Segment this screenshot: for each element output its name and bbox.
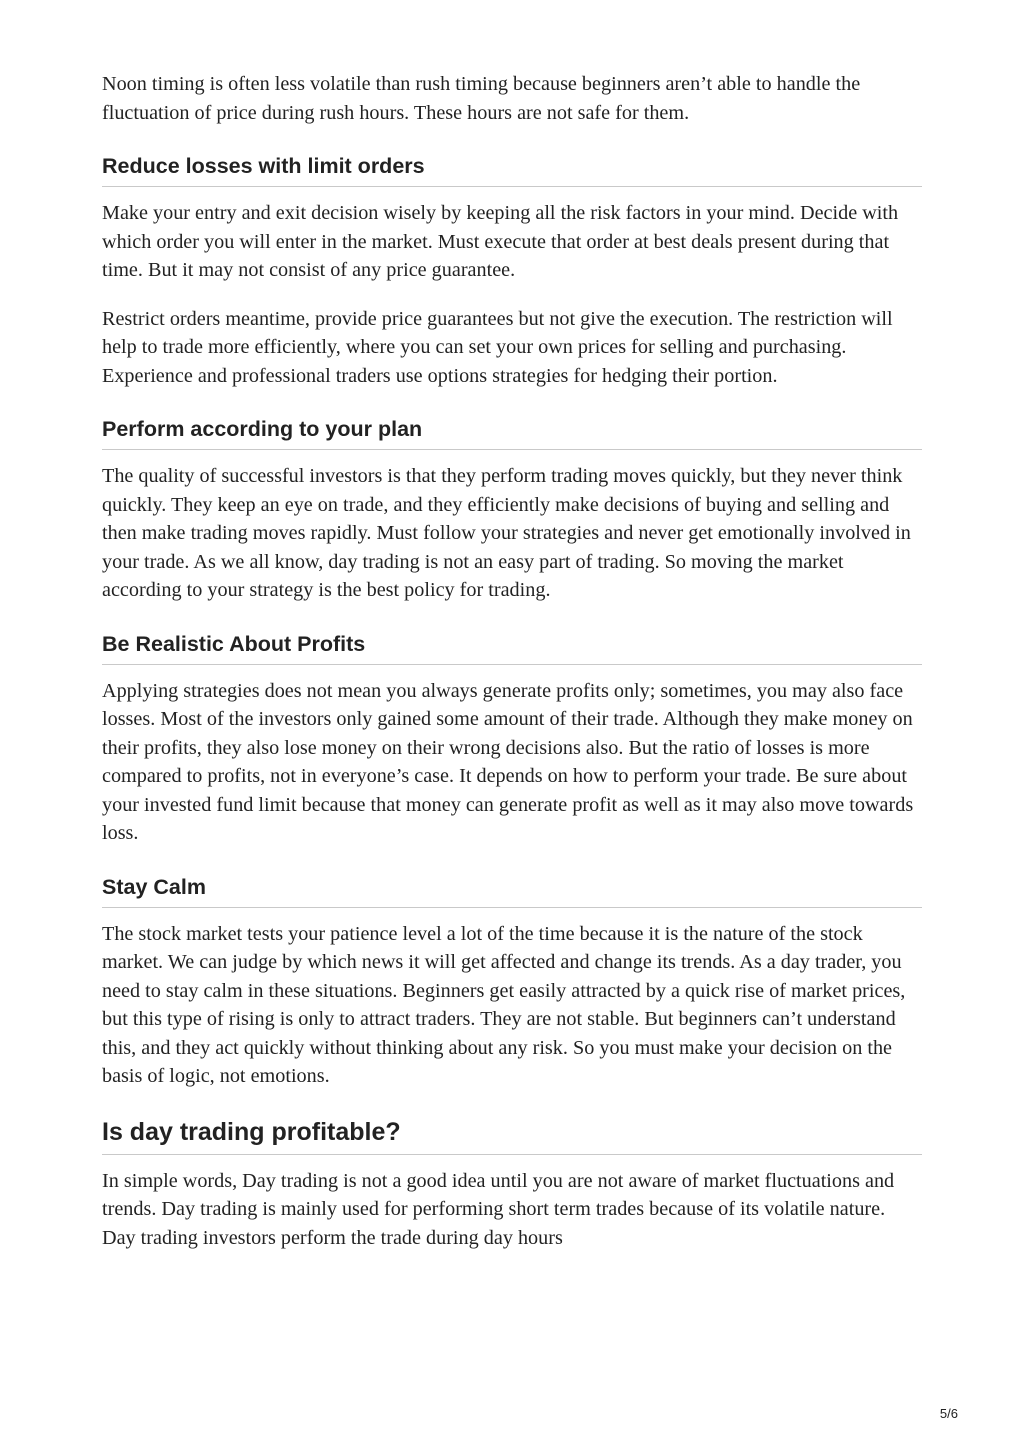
section-heading-day-trading-profitable: Is day trading profitable? — [102, 1115, 922, 1155]
section-paragraph: Make your entry and exit decision wisely by keeping all the risk factors in your mind. Decide with which order you will enter in the market. Must execute that order at best deals present during that time. But it may not consist of any price guarantee. — [102, 202, 899, 281]
section-paragraph: The stock market tests your patience level a lot of the time because it is the nature of the stock market. We can judge by which news it will get affected and change its trends. As a day trader, you need to stay calm in these situations. Beginners get easily attracted by a quick rise of market prices, but this type of rising is only to attract traders. They are not stable. But beginners can’t understand this, and they act quickly without thinking about any risk. So you must make your decision on the basis of logic, not emotions. — [102, 922, 906, 1087]
document-body — [102, 70, 922, 1272]
section-paragraph: Applying strategies does not mean you always generate profits only; sometimes, you may also face losses. Most of the investors only gained some amount of their trade. Although they make money on their profits, they also lose money on their wrong decisions also. But the ratio of losses is more compared to profits, not in everyone’s case. It depends on how to perform your trade. Be sure about your invested fund limit because that money can generate profit as well as it may also move towards loss. — [102, 679, 914, 844]
section-heading-limit-orders: Reduce losses with limit orders — [102, 151, 922, 187]
page-number: 5/6 — [939, 1406, 958, 1421]
section-heading-perform-plan: Perform according to your plan — [102, 414, 922, 450]
section-paragraph: In simple words, Day trading is not a good idea until you are not aware of market fluctuations and trends. Day trading is mainly used for performing short term trades because of its volatile nature. Day trading investors perform the trade during day hours — [102, 1169, 895, 1249]
section-heading-stay-calm: Stay Calm — [102, 872, 922, 908]
section-heading-realistic-profits: Be Realistic About Profits — [102, 629, 922, 665]
intro-paragraph: Noon timing is often less volatile than rush timing because beginners aren’t able to handle the fluctuation of price during rush hours. These hours are not safe for them. — [102, 73, 861, 124]
section-paragraph: Restrict orders meantime, provide price guarantees but not give the execution. The restriction will help to trade more efficiently, where you can set your own prices for selling and purchasing. Experience and professional traders use options strategies for hedging their portion. — [102, 307, 893, 387]
section-paragraph: The quality of successful investors is that they perform trading moves quickly, but they never think quickly. They keep an eye on trade, and they efficiently make decisions of buying and selling and then make trading moves rapidly. Must follow your strategies and never get emotionally involved in your trade. As we all know, day trading is not an easy part of trading. So moving the market according to your strategy is the best policy for trading. — [102, 465, 911, 601]
